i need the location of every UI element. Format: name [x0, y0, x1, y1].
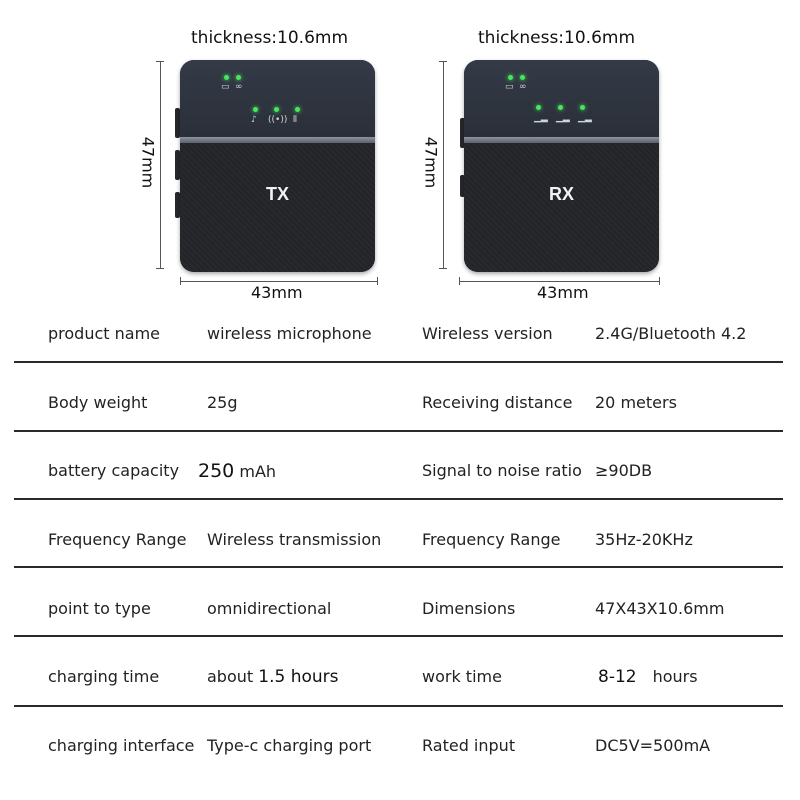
- spec-label: Wireless version: [422, 324, 553, 343]
- wireless-signal-icon: ((•)): [268, 115, 288, 125]
- spec-row: [0, 305, 800, 374]
- rx-height-tick-bottom: [439, 268, 447, 269]
- tx-device-body: [180, 60, 375, 272]
- spec-value: 47X43X10.6mm: [595, 599, 725, 618]
- spec-label: Frequency Range: [48, 530, 187, 549]
- tx-height-label: 47mm: [138, 136, 158, 189]
- spec-label: battery capacity: [48, 461, 180, 480]
- row-divider: [14, 498, 783, 500]
- tx-width-tick-left: [180, 277, 181, 285]
- spec-value: 35Hz-20KHz: [595, 530, 693, 549]
- spec-value: 25g: [207, 393, 238, 412]
- tx-device-fabric: [180, 143, 375, 272]
- level-bar-icon: ▁▂: [534, 113, 548, 123]
- work-time-number: 8-12: [598, 667, 637, 687]
- rx-height-label: 47mm: [421, 136, 441, 189]
- tx-height-tick-top: [156, 61, 164, 62]
- spec-value: Type-c charging port: [207, 736, 372, 755]
- spec-value: ≥90DB: [595, 461, 653, 480]
- battery-icon: ▭: [505, 82, 514, 92]
- spec-row: [0, 580, 800, 649]
- rx-height-dimension-line: [443, 61, 444, 268]
- rx-height-tick-top: [439, 61, 447, 62]
- tx-width-dimension-line: [180, 281, 377, 282]
- battery-capacity-number: 250: [198, 460, 235, 482]
- rx-width-label: 43mm: [537, 283, 589, 302]
- spec-value: [207, 648, 339, 706]
- rx-led: [558, 105, 563, 110]
- tx-width-tick-right: [377, 277, 378, 285]
- tx-width-label: 43mm: [251, 283, 303, 302]
- spec-value: omnidirectional: [207, 599, 332, 618]
- rx-width-tick-left: [459, 277, 460, 285]
- spec-label: Rated input: [422, 736, 516, 755]
- rx-label: RX: [548, 184, 574, 204]
- row-divider: [14, 566, 783, 568]
- level-bar-icon: ▁▂: [578, 113, 592, 123]
- charging-time-prefix: about: [207, 667, 254, 686]
- tx-led: [295, 107, 300, 112]
- link-icon: ∞: [519, 82, 527, 92]
- tx-led: [224, 75, 229, 80]
- sound-wave-icon: ⦀: [293, 115, 297, 125]
- level-bar-icon: ▁▂: [556, 113, 570, 123]
- spec-label: charging time: [48, 667, 160, 686]
- rx-device-top-panel: [464, 60, 659, 137]
- spec-value: wireless microphone: [207, 324, 372, 343]
- link-icon: ∞: [235, 82, 243, 92]
- spec-label: Signal to noise ratio: [422, 461, 582, 480]
- tx-thickness-label: thickness:10.6mm: [191, 28, 349, 48]
- tx-led: [274, 107, 279, 112]
- spec-value: [598, 648, 698, 706]
- row-divider: [14, 635, 783, 637]
- charging-time-value: 1.5 hours: [258, 667, 339, 687]
- spec-label: Receiving distance: [422, 393, 573, 412]
- work-time-unit: hours: [652, 667, 698, 686]
- spec-label: product name: [48, 324, 160, 343]
- tx-height-tick-bottom: [156, 268, 164, 269]
- tx-led: [253, 107, 258, 112]
- rx-led: [580, 105, 585, 110]
- spec-value: Wireless transmission: [207, 530, 382, 549]
- spec-value: 20 meters: [595, 393, 677, 412]
- row-divider: [14, 361, 783, 363]
- microphone-icon: ♪: [251, 115, 257, 125]
- rx-thickness-label: thickness:10.6mm: [478, 28, 636, 48]
- rx-led: [536, 105, 541, 110]
- spec-row: [0, 442, 800, 511]
- tx-height-dimension-line: [160, 61, 161, 268]
- spec-value: DC5V=500mA: [595, 736, 711, 755]
- rx-device-body: [464, 60, 659, 272]
- row-divider: [14, 705, 783, 707]
- spec-row: [0, 511, 800, 580]
- spec-label: charging interface: [48, 736, 195, 755]
- spec-value: 2.4G/Bluetooth 4.2: [595, 324, 747, 343]
- spec-value: [198, 442, 276, 500]
- tx-led: [236, 75, 241, 80]
- rx-width-dimension-line: [459, 281, 659, 282]
- rx-width-tick-right: [659, 277, 660, 285]
- rx-led: [508, 75, 513, 80]
- spec-label: Body weight: [48, 393, 148, 412]
- tx-device-top-panel: [180, 60, 375, 137]
- spec-label: point to type: [48, 599, 151, 618]
- tx-label: TX: [265, 184, 289, 204]
- spec-row: [0, 374, 800, 443]
- spec-label: Frequency Range: [422, 530, 561, 549]
- spec-label: Dimensions: [422, 599, 516, 618]
- battery-icon: ▭: [221, 82, 230, 92]
- rx-device-fabric: [464, 143, 659, 272]
- rx-led: [520, 75, 525, 80]
- spec-label: work time: [422, 667, 502, 686]
- spec-row: [0, 717, 800, 786]
- battery-capacity-unit: mAh: [239, 462, 277, 481]
- row-divider: [14, 430, 783, 432]
